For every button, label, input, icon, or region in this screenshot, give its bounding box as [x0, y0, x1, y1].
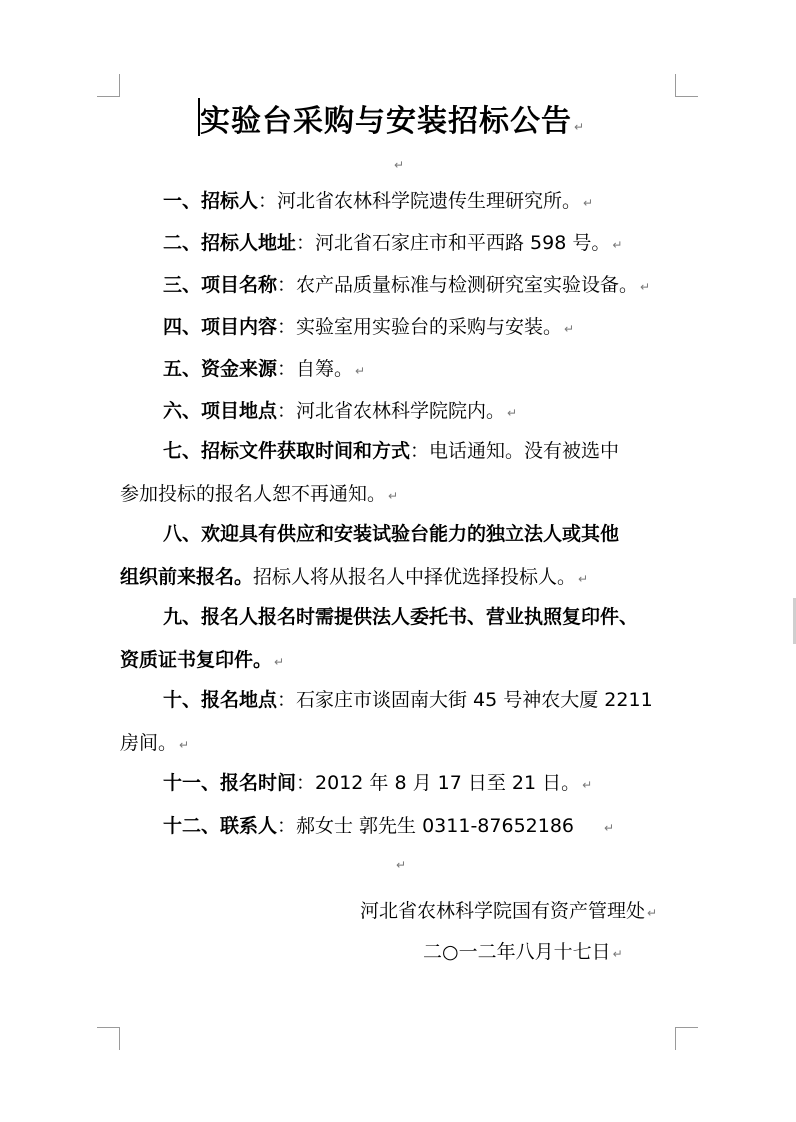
paragraph-mark: ↵: [583, 196, 594, 210]
item-text: ：农产品质量标准与检测研究室实验设备。: [277, 274, 639, 296]
paragraph-mark: ↵: [612, 238, 623, 252]
paragraph-mark: ↵: [274, 655, 285, 669]
item-label: 六、项目地点: [163, 400, 278, 422]
list-item[interactable]: [163, 230, 622, 258]
item-text: ：实验室用实验台的采购与安装。: [277, 316, 563, 338]
item-text: ：自筹。: [277, 358, 354, 380]
item-label: 八、欢迎具有供应和安装试验台能力的独立法人或其他: [163, 523, 620, 545]
signature-org-text: 河北省农林科学院国有资产管理处: [360, 900, 646, 922]
title-text: 实验台采购与安装招标公告: [200, 104, 572, 139]
paragraph-mark: ↵: [582, 778, 593, 792]
item-text: 房间。: [120, 732, 178, 754]
paragraph-mark: ↵: [647, 906, 658, 920]
list-item-continuation[interactable]: [120, 564, 588, 592]
item-text: ：2012 年 8 月 17 日至 21 日。: [296, 772, 581, 794]
item-label: 九、报名人报名时需提供法人委托书、营业执照复印件、: [163, 606, 639, 628]
list-item[interactable]: [163, 398, 517, 426]
paragraph-mark: ↵: [578, 572, 589, 586]
margin-corner-top-right: [675, 74, 698, 97]
list-item-continuation[interactable]: [120, 481, 398, 509]
item-label: 二、招标人地址: [163, 232, 297, 254]
list-item[interactable]: [163, 770, 592, 798]
signature-org[interactable]: [360, 896, 657, 923]
paragraph-mark: ↵: [355, 364, 366, 378]
list-item[interactable]: [163, 272, 650, 300]
item-text: ：电话通知。没有被选中: [410, 440, 620, 462]
item-text: ：石家庄市谈固南大街 45 号神农大厦 2211: [277, 689, 653, 711]
item-label: 十一、报名时间: [163, 772, 297, 794]
item-label: 七、招标文件获取时间和方式: [163, 440, 411, 462]
list-item-continuation[interactable]: [120, 730, 189, 758]
list-item[interactable]: [163, 813, 614, 841]
item-label: 十、报名地点: [163, 689, 278, 711]
list-item[interactable]: [163, 438, 619, 464]
item-label: 五、资金来源: [163, 358, 278, 380]
paragraph-mark: ↵: [604, 821, 615, 835]
signature-date-text: 二○一二年八月十七日: [423, 941, 611, 963]
item-text: ：河北省农林科学院遗传生理研究所。: [258, 190, 582, 212]
list-item[interactable]: [163, 521, 619, 547]
paragraph-mark: ↵: [388, 489, 399, 503]
item-label: 三、项目名称: [163, 274, 278, 296]
margin-corner-bottom-left: [97, 1027, 120, 1050]
margin-corner-top-left: [97, 74, 120, 97]
paragraph-mark: ↵: [179, 738, 190, 752]
paragraph-mark: ↵: [612, 947, 623, 961]
list-item[interactable]: [163, 687, 653, 713]
paragraph-mark: ↵: [507, 406, 518, 420]
page-title[interactable]: [200, 96, 585, 140]
paragraph-mark: ↵: [564, 322, 575, 336]
list-item[interactable]: [163, 314, 574, 342]
list-item[interactable]: [163, 356, 365, 384]
item-text: ：河北省石家庄市和平西路 598 号。: [296, 232, 611, 254]
item-label: 四、项目内容: [163, 316, 278, 338]
list-item[interactable]: [163, 188, 593, 216]
item-label: 组织前来报名。: [120, 566, 254, 588]
item-label: 一、招标人: [163, 190, 259, 212]
margin-corner-bottom-right: [675, 1027, 698, 1050]
item-label: 十二、联系人: [163, 815, 278, 837]
item-text: 参加投标的报名人恕不再通知。: [120, 483, 387, 505]
item-label: 资质证书复印件。: [120, 649, 273, 671]
paragraph-mark: ↵: [396, 858, 407, 872]
signature-date[interactable]: [423, 937, 623, 964]
list-item[interactable]: [163, 604, 638, 630]
paragraph-mark: ↵: [640, 280, 651, 294]
list-item-continuation[interactable]: [120, 647, 284, 675]
item-text: ：河北省农林科学院院内。: [277, 400, 506, 422]
item-text: ：郝女士 郭先生 0311-87652186: [277, 815, 575, 837]
paragraph-mark: ↵: [394, 158, 405, 172]
item-text: 招标人将从报名人中择优选择投标人。: [253, 566, 577, 588]
paragraph-mark: ↵: [574, 120, 586, 134]
